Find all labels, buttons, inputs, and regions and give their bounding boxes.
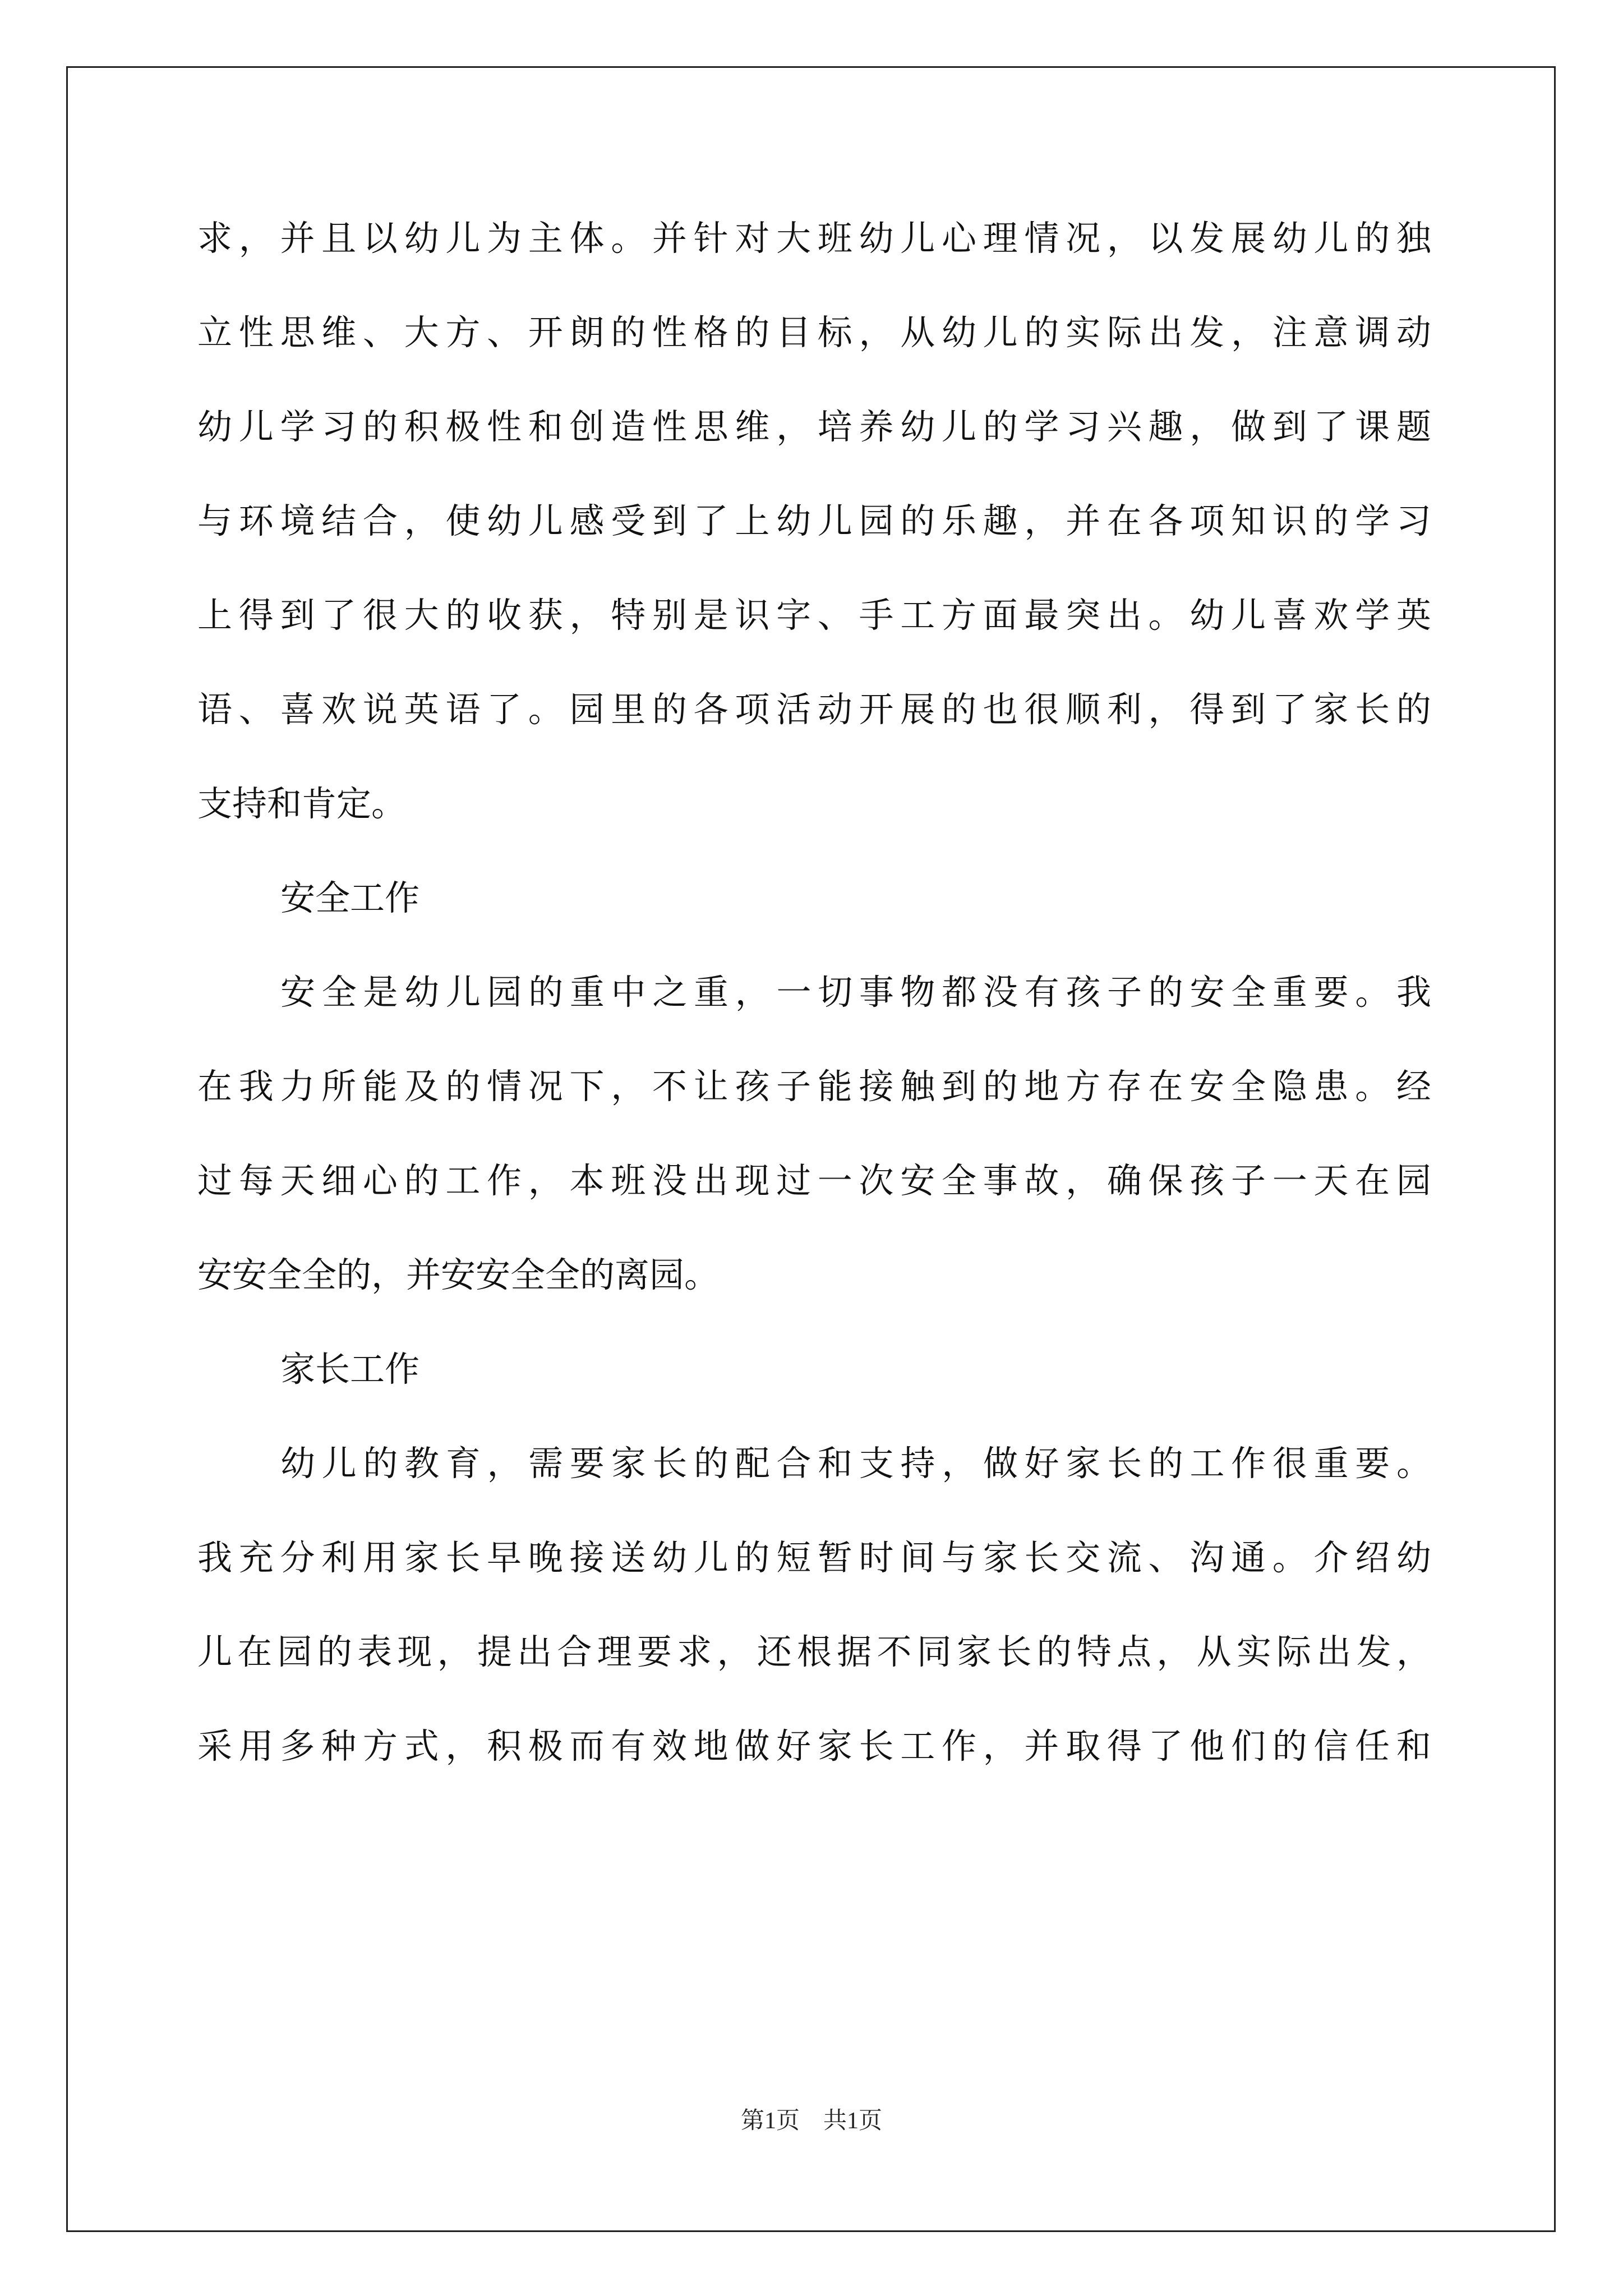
text-line: 过 每 天 细 心 的 工 作 ， 本 班 没 出 现 过 一 次 安 全 事 故 ， 确 保 孩 子 一 天 在 园 [197, 1160, 1431, 1201]
text-line: 儿 在 园 的 表 现 ， 提 出 合 理 要 求 ， 还 根 据 不 同 家 长 的 特 点 ， 从 实 际 出 发 ， [197, 1631, 1431, 1672]
text-line: 立 性 思 维 、 大 方 、 开 朗 的 性 格 的 目 标 ， 从 幼 儿 的 实 际 出 发 ， 注 意 调 动 [197, 312, 1431, 353]
text-line: 采 用 多 种 方 式 ， 积 极 而 有 效 地 做 好 家 长 工 作 ， 并 取 得 了 他 们 的 信 任 和 [197, 1726, 1431, 1766]
text-line: 上 得 到 了 很 大 的 收 获 ， 特 别 是 识 字 、 手 工 方 面 最 突 出 。 幼 儿 喜 欢 学 英 [197, 595, 1431, 636]
page-footer: 第1页 共1页 [740, 2108, 882, 2134]
text-line: 安 全 是 幼 儿 园 的 重 中 之 重 ， 一 切 事 物 都 没 有 孩 子 的 安 全 重 要 。 我 [280, 972, 1431, 1013]
text-line: 安全工作 [280, 877, 420, 918]
text-line: 安安全全的，并安安全全的离园。 [197, 1254, 720, 1295]
text-line: 支持和肯定。 [197, 783, 407, 824]
text-line: 幼 儿 学 习 的 积 极 性 和 创 造 性 思 维 ， 培 养 幼 儿 的 学 习 兴 趣 ， 做 到 了 课 题 [197, 406, 1431, 447]
text-line: 幼 儿 的 教 育 ， 需 要 家 长 的 配 合 和 支 持 ， 做 好 家 长 的 工 作 很 重 要 。 [280, 1443, 1431, 1484]
text-line: 与 环 境 结 合 ， 使 幼 儿 感 受 到 了 上 幼 儿 园 的 乐 趣 ， 并 在 各 项 知 识 的 学 习 [197, 500, 1431, 541]
document-body [197, 218, 1431, 1820]
text-line: 在 我 力 所 能 及 的 情 况 下 ， 不 让 孩 子 能 接 触 到 的 地 方 存 在 安 全 隐 患 。 经 [197, 1066, 1431, 1107]
text-line: 家长工作 [280, 1349, 420, 1389]
text-line: 语 、 喜 欢 说 英 语 了 。 园 里 的 各 项 活 动 开 展 的 也 很 顺 利 ， 得 到 了 家 长 的 [197, 689, 1431, 730]
text-line: 求 ， 并 且 以 幼 儿 为 主 体 。 并 针 对 大 班 幼 儿 心 理 情 况 ， 以 发 展 幼 儿 的 独 [197, 218, 1431, 259]
text-line: 我 充 分 利 用 家 长 早 晚 接 送 幼 儿 的 短 暂 时 间 与 家 长 交 流 、 沟 通 。 介 绍 幼 [197, 1537, 1431, 1578]
